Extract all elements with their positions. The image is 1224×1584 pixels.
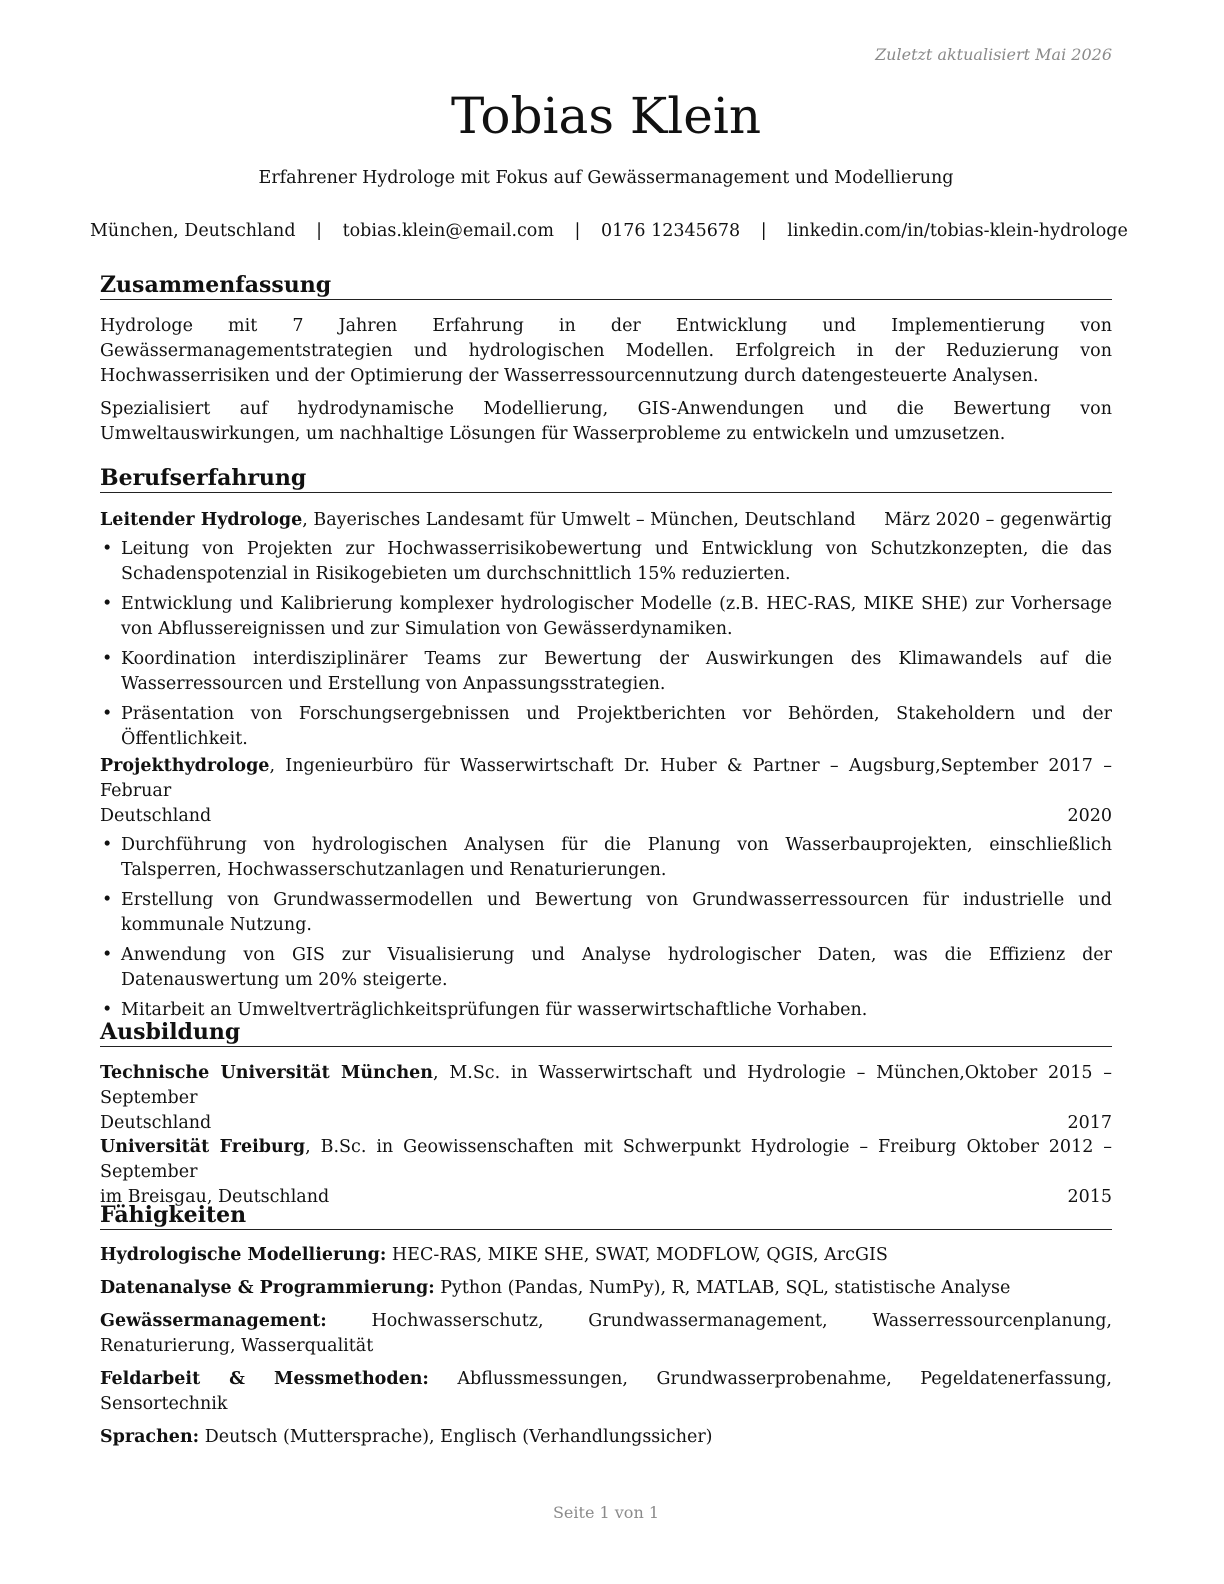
page-number: Seite 1 von 1	[552, 1503, 660, 1522]
skill-row: Hydrologische Modellierung: HEC-RAS, MIKE SHE, SWAT, MODFLOW, QGIS, ArcGIS	[100, 1245, 888, 1265]
skill-row: Sprachen: Deutsch (Muttersprache), Englisch (Verhandlungssicher)	[100, 1427, 713, 1447]
contact-phone[interactable]: 0176 12345678	[601, 221, 741, 241]
section-heading: Berufserfahrung	[100, 464, 1112, 493]
job-organization: , Ingenieurbüro für Wasserwirtschaft Dr. Huber & Partner – Augsburg,	[269, 756, 941, 776]
job-header-line	[100, 754, 1112, 804]
education-section	[100, 1018, 1113, 1207]
job-dates: September 2017 – Februar	[100, 756, 1112, 801]
job-role: Projekthydrologe	[100, 756, 270, 776]
education-line	[100, 1135, 1112, 1185]
section-heading: Ausbildung	[100, 1018, 1112, 1047]
job-role: Leitender Hydrologe	[100, 510, 303, 530]
job-entry	[100, 508, 1112, 757]
summary-paragraph: Hydrologe mit 7 Jahren Erfahrung in der Entwicklung und Implementierung von Gewässermanagementstrategien und hydrologischen Modellen. Erfolgreich in der Reduzierung von Hochwasserrisiken und der Optimierung der Wasserressourcennutzung durch datengesteuerte Analysen.	[100, 316, 1112, 386]
job-header-line	[100, 804, 1112, 829]
education-dates-cont: 2017	[1067, 1113, 1112, 1133]
list-item: • Anwendung von GIS zur Visualisierung und Analyse hydrologischer Daten, was die Effizienz der Datenauswertung um 20% steigerte.	[102, 945, 1112, 990]
summary-section	[100, 271, 1112, 447]
list-item: • Durchführung von hydrologischen Analysen für die Planung von Wasserbauprojekten, einschließlich Talsperren, Hochwasserschutzanlagen und Renaturierungen.	[102, 835, 1112, 880]
list-item: • Koordination interdisziplinärer Teams zur Bewertung der Auswirkungen des Klimawandels auf die Wasserressourcen und Erstellung von Anpassungsstrategien.	[102, 649, 1112, 694]
section-heading: Fähigkeiten	[100, 1201, 1112, 1230]
skills-section	[100, 1201, 1112, 1447]
experience-section	[100, 464, 1112, 1020]
contact-email[interactable]: tobias.klein@email.com	[342, 221, 554, 241]
person-name: Tobias Klein	[450, 87, 762, 145]
last-updated: Zuletzt aktualisiert Mai 2026	[875, 45, 1112, 64]
education-dates: Oktober 2012 – September	[100, 1137, 1112, 1182]
job-organization: , Bayerisches Landesamt für Umwelt – München, Deutschland	[302, 510, 856, 530]
education-entry	[100, 1135, 1112, 1210]
tagline: Erfahrener Hydrologe mit Fokus auf Gewässermanagement und Modellierung	[258, 168, 954, 188]
contact-separator: |	[574, 221, 581, 241]
education-line	[100, 1061, 1112, 1111]
contact-location: München, Deutschland	[90, 221, 296, 241]
job-entry	[100, 754, 1112, 1028]
list-item: • Entwicklung und Kalibrierung komplexer hydrologischer Modelle (z.B. HEC-RAS, MIKE SHE) zur Vorhersage von Abflussereignissen und zur Simulation von Gewässerdynamiken.	[102, 594, 1112, 639]
contact-separator: |	[760, 221, 767, 241]
education-dates-cont: 2015	[1067, 1187, 1112, 1207]
skill-row: Datenanalyse & Programmierung: Python (Pandas, NumPy), R, MATLAB, SQL, statistische Analyse	[100, 1278, 1011, 1298]
job-dates-cont: 2020	[1067, 806, 1112, 826]
summary-body	[100, 314, 1112, 447]
contact-linkedin[interactable]: linkedin.com/in/tobias-klein-hydrologe	[787, 221, 1128, 241]
skill-row: Gewässermanagement: Hochwasserschutz, Grundwassermanagement, Wasserressourcenplanung, Renaturierung, Wasserqualität	[100, 1311, 1112, 1356]
list-item: • Erstellung von Grundwassermodellen und Bewertung von Grundwasserressourcen für industrielle und kommunale Nutzung.	[102, 890, 1112, 935]
school-name: Technische Universität München	[100, 1063, 434, 1083]
education-dates: Oktober 2015 – September	[100, 1063, 1113, 1108]
job-organization-cont: Deutschland	[100, 806, 212, 826]
contact-line	[90, 219, 1128, 244]
section-heading: Zusammenfassung	[100, 271, 1112, 300]
degree-cont: im Breisgau, Deutschland	[100, 1187, 330, 1207]
job-dates: März 2020 – gegenwärtig	[884, 510, 1112, 530]
list-item: • Leitung von Projekten zur Hochwasserrisikobewertung und Entwicklung von Schutzkonzepten, die das Schadenspotenzial in Risikogebieten um durchschnittlich 15% reduzierten.	[102, 539, 1112, 584]
summary-paragraph: Spezialisiert auf hydrodynamische Modellierung, GIS-Anwendungen und die Bewertung von Umweltauswirkungen, um nachhaltige Lösungen für Wasserprobleme zu entwickeln und umzusetzen.	[100, 399, 1112, 444]
skills-list	[100, 1243, 1112, 1458]
degree: , M.Sc. in Wasserwirtschaft und Hydrologie – München,	[433, 1063, 965, 1083]
contact-separator: |	[316, 221, 323, 241]
degree: , B.Sc. in Geowissenschaften mit Schwerpunkt Hydrologie – Freiburg	[305, 1137, 957, 1157]
job-bullets	[100, 833, 1112, 1023]
degree-cont: Deutschland	[100, 1113, 212, 1133]
skill-row: Feldarbeit & Messmethoden: Abflussmessungen, Grundwasserprobenahme, Pegeldatenerfassung, Sensortechnik	[100, 1369, 1112, 1414]
list-item: • Präsentation von Forschungsergebnissen und Projektberichten vor Behörden, Stakeholdern und der Öffentlichkeit.	[102, 704, 1112, 749]
education-line	[100, 1111, 1112, 1136]
list-item: • Mitarbeit an Umweltverträglichkeitsprüfungen für wasserwirtschaftliche Vorhaben.	[102, 1000, 868, 1020]
resume-page	[90, 0, 1128, 1584]
education-entry	[100, 1061, 1112, 1136]
job-bullets	[100, 537, 1112, 752]
school-name: Universität Freiburg	[100, 1137, 306, 1157]
job-header	[100, 508, 1112, 533]
